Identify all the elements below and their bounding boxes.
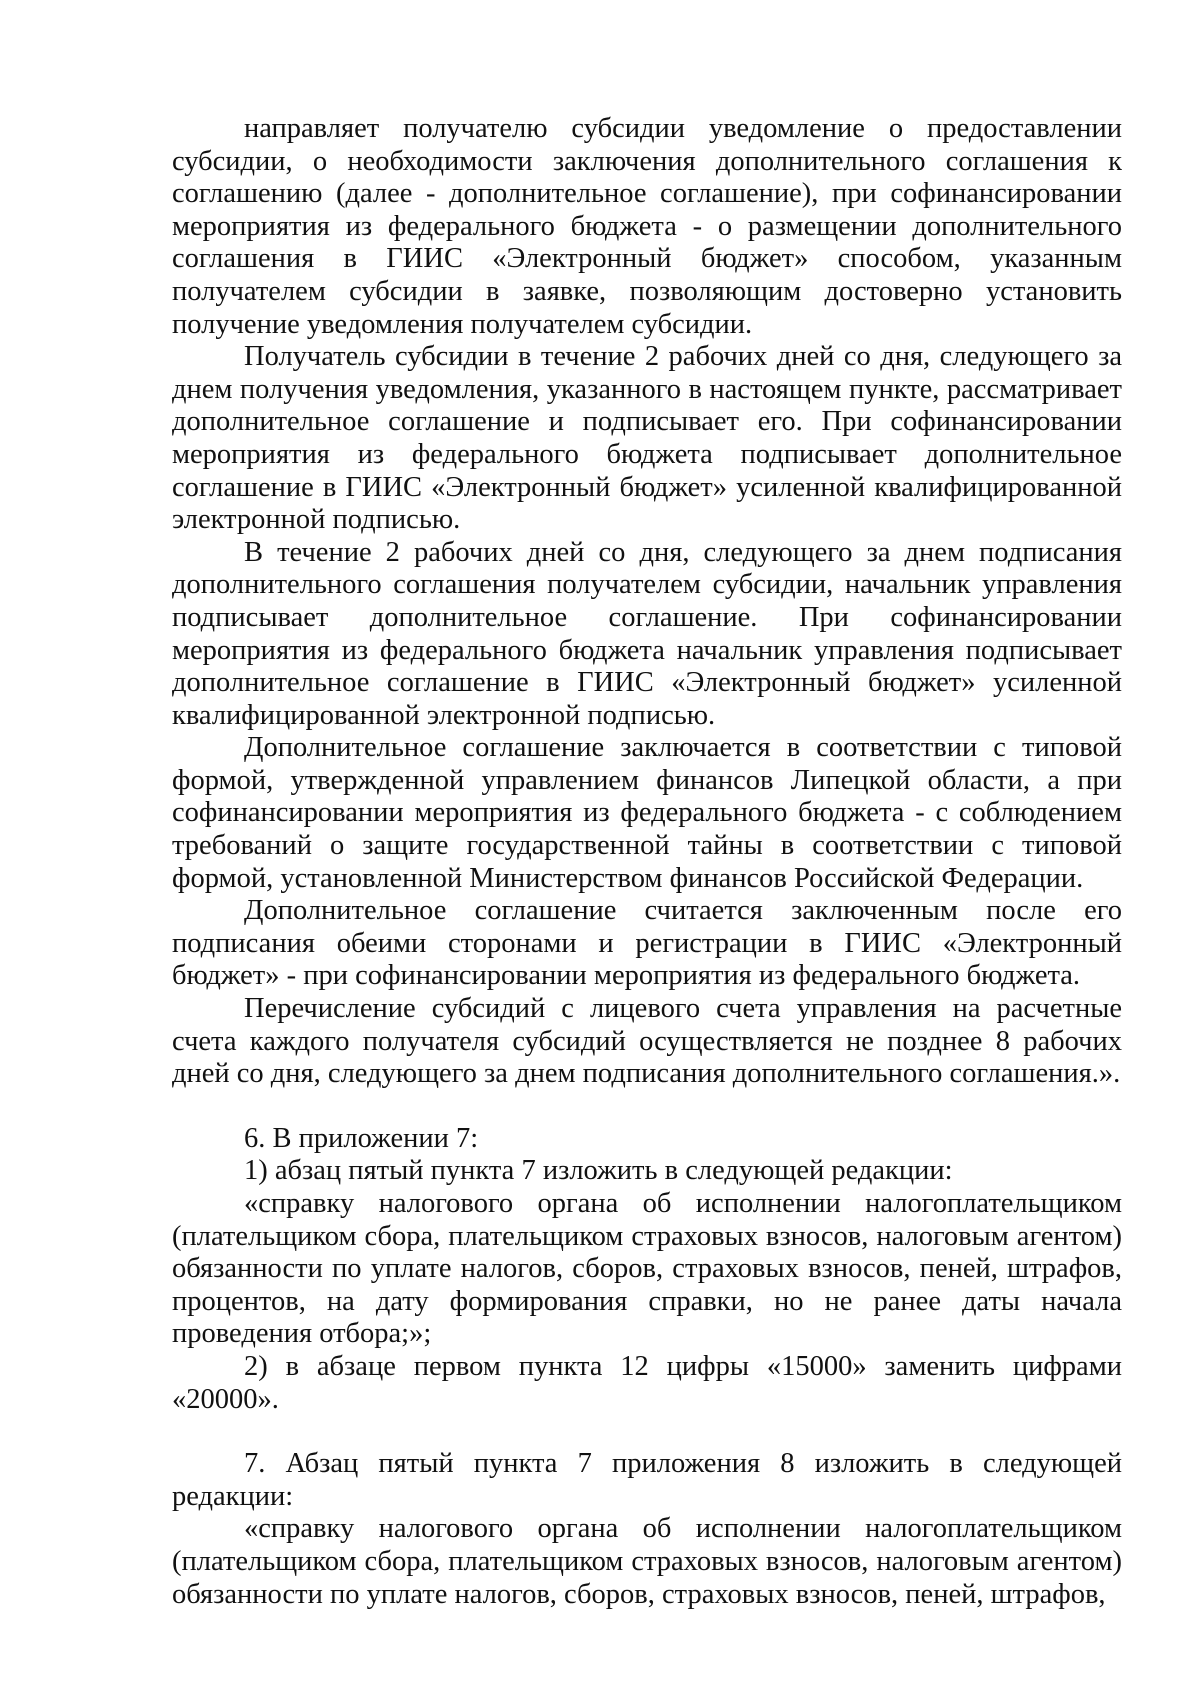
section-heading: 7. Абзац пятый пункта 7 приложения 8 изложить в следующей редакции: (172, 1448, 1122, 1512)
paragraph: направляет получателю субсидии уведомление о предоставлении субсидии, о необходимости заключения дополнительного соглашения к соглашению (далее - дополнительное соглашение), при софинансировании мероприятия из федерального бюджета - о размещении дополнительного соглашения в ГИИС «Электронный бюджет» способом, указанным получателем субсидии в заявке, позволяющим достоверно установить получение уведомления получателем субсидии. (172, 113, 1122, 340)
paragraph: Дополнительное соглашение считается заключенным после его подписания обеими сторонами и регистрации в ГИИС «Электронный бюджет» - при софинансировании мероприятия из федерального бюджета. (172, 895, 1122, 992)
paragraph: 2) в абзаце первом пункта 12 цифры «15000» заменить цифрами «20000». (172, 1350, 1122, 1415)
paragraph: Перечисление субсидий с лицевого счета управления на расчетные счета каждого получателя субсидий осуществляется не позднее 8 рабочих дней со дня, следующего за днем подписания дополнительного соглашения.». (172, 993, 1122, 1090)
paragraph: 1) абзац пятый пункта 7 изложить в следующей редакции: (244, 1155, 953, 1187)
document-page (172, 113, 1122, 1611)
section-heading: 6. В приложении 7: (244, 1122, 479, 1154)
paragraph: Дополнительное соглашение заключается в соответствии с типовой формой, утвержденной управлением финансов Липецкой области, а при софинансировании мероприятия из федерального бюджета - с соблюдением требований о защите государственной тайны в соответствии с типовой формой, установленной Министерством финансов Российской Федерации. (172, 732, 1122, 894)
paragraph: Получатель субсидии в течение 2 рабочих дней со дня, следующего за днем получения уведомления, указанного в настоящем пункте, рассматривает дополнительное соглашение и подписывает его. При софинансировании мероприятия из федерального бюджета подписывает дополнительное соглашение в ГИИС «Электронный бюджет» усиленной квалифицированной электронной подписью. (172, 341, 1122, 536)
paragraph: «справку налогового органа об исполнении налогоплательщиком (плательщиком сбора, плательщиком страховых взносов, налоговым агентом) обязанности по уплате налогов, сборов, страховых взносов, пеней, штрафов, (172, 1513, 1122, 1610)
paragraph: «справку налогового органа об исполнении налогоплательщиком (плательщиком сбора, плательщиком страховых взносов, налоговым агентом) обязанности по уплате налогов, сборов, страховых взносов, пеней, штрафов, процентов, на дату формирования справки, но не ранее даты начала проведения отбора;»; (172, 1188, 1122, 1350)
paragraph: В течение 2 рабочих дней со дня, следующего за днем подписания дополнительного соглашения получателем субсидии, начальник управления подписывает дополнительное соглашение. При софинансировании мероприятия из федерального бюджета начальник управления подписывает дополнительное соглашение в ГИИС «Электронный бюджет» усиленной квалифицированной электронной подписью. (172, 536, 1122, 731)
